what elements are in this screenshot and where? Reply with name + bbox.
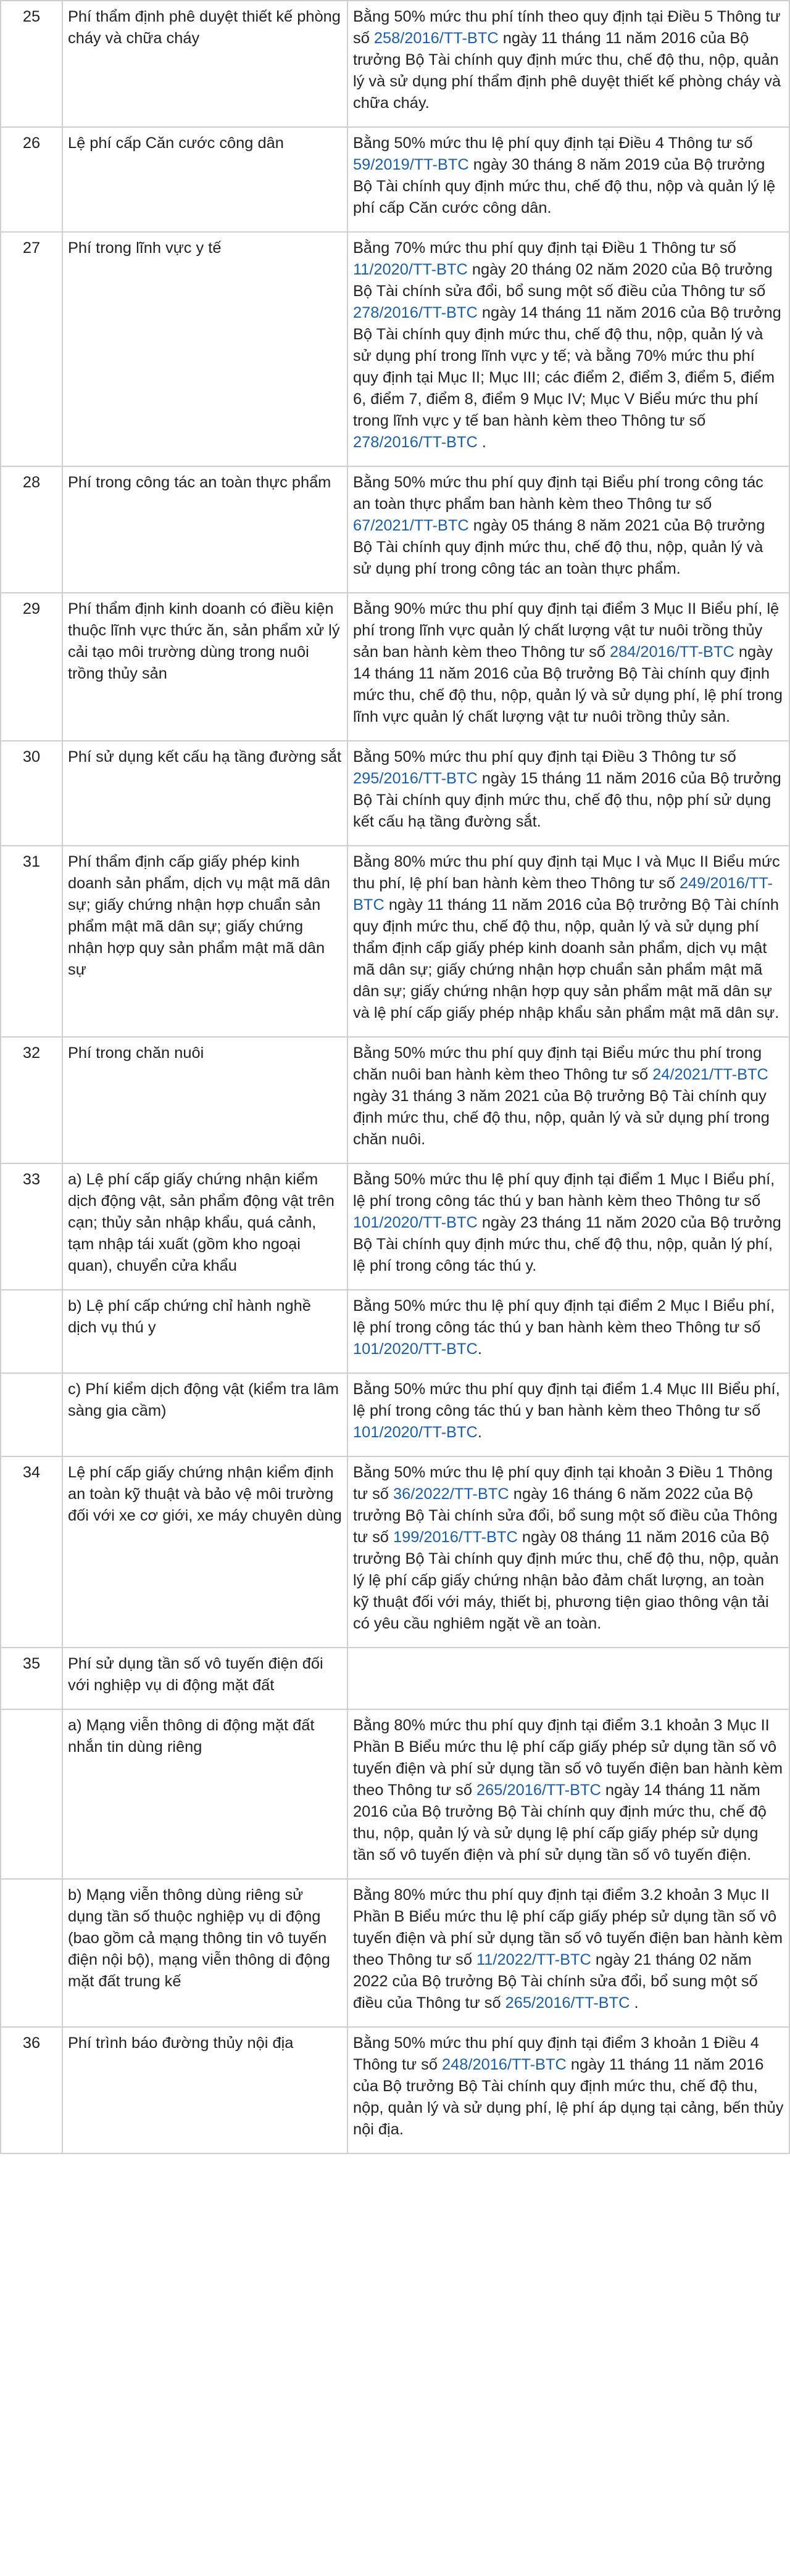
description-text: Bằng 80% mức thu phí quy định tại Mục I và Mục II Biểu mức thu phí, lệ phí ban hành kèm theo Thông tư số [353,853,780,892]
description-text: Bằng 50% mức thu phí quy định tại điểm 3 khoản 1 Điều 4 Thông tư số [353,2034,759,2073]
description-text: . [477,1424,482,1441]
description-text: ngày 14 tháng 11 năm 2016 của Bộ trưởng Bộ Tài chính quy định mức thu, chế độ thu, nộp, quản lý và sử dụng phí, lệ phí trong lĩnh vực quản lý chất lượng vật tư nuôi trồng thủy sản. [353,643,783,725]
fee-name: Lệ phí cấp Căn cước công dân [62,127,347,232]
circular-link[interactable]: 24/2021/TT-BTC [652,1066,768,1083]
circular-link[interactable]: 101/2020/TT-BTC [353,1424,478,1441]
circular-link[interactable]: 101/2020/TT-BTC [353,1214,478,1231]
table-row [1,846,789,1037]
circular-link[interactable]: 199/2016/TT-BTC [393,1529,518,1546]
table-row [1,1879,789,2027]
description-text: Bằng 50% mức thu phí tính theo quy định tại Điều 5 Thông tư số [353,8,781,47]
fee-name: Lệ phí cấp giấy chứng nhận kiểm định an toàn kỹ thuật và bảo vệ môi trường đối với xe cơ giới, xe máy chuyên dùng [62,1456,347,1648]
fee-name: b) Lệ phí cấp chứng chỉ hành nghề dịch vụ thú y [62,1290,347,1373]
row-number: 26 [1,127,62,232]
fee-name: Phí sử dụng kết cấu hạ tầng đường sắt [62,741,347,846]
description-text: ngày 15 tháng 11 năm 2016 của Bộ trưởng Bộ Tài chính quy định mức thu, chế độ thu, nộp phí sử dụng kết cấu hạ tầng đường sắt. [353,770,781,830]
table-row [1,1,789,127]
fee-name: a) Mạng viễn thông di động mặt đất nhắn tin dùng riêng [62,1709,347,1879]
fee-description [347,593,789,741]
description-text: . [630,1994,639,2012]
row-number: 29 [1,593,62,741]
table-row [1,127,789,232]
fee-name: Phí thẩm định kinh doanh có điều kiện thuộc lĩnh vực thức ăn, sản phẩm xử lý cải tạo môi trường dùng trong nuôi trồng thủy sản [62,593,347,741]
description-text: Bằng 50% mức thu phí quy định tại Biểu mức thu phí trong chăn nuôi ban hành kèm theo Thông tư số [353,1044,762,1083]
row-number: 27 [1,232,62,466]
description-text: . [477,1340,482,1358]
row-number: 32 [1,1037,62,1163]
table-row [1,1037,789,1163]
row-number: 28 [1,466,62,593]
fee-description [347,1456,789,1648]
fee-description [347,1037,789,1163]
description-text: Bằng 90% mức thu phí quy định tại điểm 3 Mục II Biểu phí, lệ phí trong lĩnh vực quản lý chất lượng vật tư nuôi trồng thủy sản ban hành kèm theo Thông tư số [353,600,780,661]
fee-description [347,1290,789,1373]
circular-link[interactable]: 59/2019/TT-BTC [353,156,469,173]
description-text: ngày 14 tháng 11 năm 2016 của Bộ trưởng Bộ Tài chính quy định mức thu, chế độ thu, nộp, quản lý và sử dụng phí trong lĩnh vực y tế; và bằng 70% mức thu phí quy định tại Mục II; Mục III; các điểm 2, điểm 3, điểm 5, điểm 6, điểm 7, điểm 8, điểm 9 Mục IV; Mục V Biểu mức thu phí trong lĩnh vực y tế ban hành kèm theo Thông tư số [353,304,781,429]
description-text: Bằng 50% mức thu phí quy định tại Điều 3 Thông tư số [353,748,736,766]
description-text: ngày 31 tháng 3 năm 2021 của Bộ trưởng Bộ Tài chính quy định mức thu, chế độ thu, nộp, quản lý và sử dụng phí trong chăn nuôi. [353,1088,770,1148]
row-number [1,1709,62,1879]
description-text: ngày 16 tháng 6 năm 2022 của Bộ trưởng Bộ Tài chính sửa đổi, bổ sung một số điều của Thông tư số [353,1485,778,1546]
row-number: 34 [1,1456,62,1648]
fee-name: Phí thẩm định phê duyệt thiết kế phòng cháy và chữa cháy [62,1,347,127]
circular-link[interactable]: 258/2016/TT-BTC [373,30,499,47]
fee-description [347,846,789,1037]
fee-name: Phí trong chăn nuôi [62,1037,347,1163]
table-row [1,2027,789,2153]
table-row [1,1373,789,1456]
circular-link[interactable]: 248/2016/TT-BTC [442,2056,567,2073]
fee-description [347,232,789,466]
row-number [1,1373,62,1456]
table-row [1,1290,789,1373]
fee-description [347,1,789,127]
fee-name: a) Lệ phí cấp giấy chứng nhận kiểm dịch động vật, sản phẩm động vật trên cạn; thủy sản nhập khẩu, quá cảnh, tạm nhập tái xuất (gồm kho ngoại quan), chuyển cửa khẩu [62,1163,347,1290]
fee-description [347,1879,789,2027]
fee-description [347,1163,789,1290]
description-text: ngày 05 tháng 8 năm 2021 của Bộ trưởng Bộ Tài chính quy định mức thu, chế độ thu, nộp, quản lý và sử dụng phí trong công tác an toàn thực phẩm. [353,517,765,577]
row-number: 30 [1,741,62,846]
circular-link[interactable]: 295/2016/TT-BTC [353,770,478,787]
circular-link[interactable]: 265/2016/TT-BTC [476,1781,601,1799]
fee-name: b) Mạng viễn thông dùng riêng sử dụng tần số thuộc nghiệp vụ di động (bao gồm cả mạng thông tin vô tuyến điện nội bộ), mạng viễn thông di động mặt đất trung kế [62,1879,347,2027]
table-row [1,466,789,593]
fee-description [347,1648,789,1709]
table-row [1,593,789,741]
fee-name: c) Phí kiểm dịch động vật (kiểm tra lâm sàng gia cầm) [62,1373,347,1456]
description-text: ngày 23 tháng 11 năm 2020 của Bộ trưởng Bộ Tài chính quy định mức thu, chế độ thu, nộp, quản lý phí, lệ phí trong công tác thú y. [353,1214,781,1274]
fee-description [347,1709,789,1879]
description-text: Bằng 80% mức thu phí quy định tại điểm 3.1 khoản 3 Mục II Phần B Biểu mức thu lệ phí cấp giấy phép sử dụng tần số vô tuyến điện và phí sử dụng tần số vô tuyến điện ban hành kèm theo Thông tư số [353,1717,783,1799]
description-text: Bằng 80% mức thu phí quy định tại điểm 3.2 khoản 3 Mục II Phần B Biểu mức thu lệ phí cấp giấy phép sử dụng tần số vô tuyến điện và phí sử dụng tần số vô tuyến điện ban hành kèm theo Thông tư số [353,1886,783,1968]
fee-name: Phí sử dụng tần số vô tuyến điện đối với nghiệp vụ di động mặt đất [62,1648,347,1709]
fee-name: Phí trong công tác an toàn thực phẩm [62,466,347,593]
fee-table-body [1,1,789,2153]
description-text: Bằng 50% mức thu lệ phí quy định tại điểm 1 Mục I Biểu phí, lệ phí trong công tác thú y ban hành kèm theo Thông tư số [353,1171,775,1210]
description-text: ngày 08 tháng 11 năm 2016 của Bộ trưởng Bộ Tài chính quy định mức thu, chế độ thu, nộp, quản lý lệ phí cấp giấy chứng nhận bảo đảm chất lượng, an toàn kỹ thuật đối với máy, thiết bị, phương tiện giao thông vận tải có yêu cầu nghiêm ngặt về an toàn. [353,1529,779,1632]
description-text: ngày 11 tháng 11 năm 2016 của Bộ trưởng Bộ Tài chính quy định mức thu, chế độ thu, nộp, quản lý và sử dụng phí thẩm định phê duyệt thiết kế phòng cháy và chữa cháy. [353,30,781,112]
fee-name: Phí trình báo đường thủy nội địa [62,2027,347,2153]
description-text: ngày 14 tháng 11 năm 2016 của Bộ trưởng Bộ Tài chính quy định mức thu, chế độ thu, nộp, quản lý và sử dụng lệ phí cấp giấy phép sử dụng tần số vô tuyến điện và phí sử dụng tần số vô tuyến điện. [353,1781,767,1864]
description-text: Bằng 50% mức thu lệ phí quy định tại khoản 3 Điều 1 Thông tư số [353,1464,773,1503]
circular-link[interactable]: 11/2020/TT-BTC [353,261,468,278]
description-text: . [477,434,486,451]
row-number: 33 [1,1163,62,1290]
table-row [1,232,789,466]
circular-link[interactable]: 284/2016/TT-BTC [610,643,734,661]
fee-description [347,1373,789,1456]
circular-link[interactable]: 11/2022/TT-BTC [476,1951,591,1968]
description-text: Bằng 70% mức thu phí quy định tại Điều 1 Thông tư số [353,239,736,257]
circular-link[interactable]: 249/2016/TT-BTC [353,875,773,914]
description-text: Bằng 50% mức thu lệ phí quy định tại Điều 4 Thông tư số [353,134,753,152]
table-row [1,1648,789,1709]
description-text: Bằng 50% mức thu phí quy định tại Biểu phí trong công tác an toàn thực phẩm ban hành kèm theo Thông tư số [353,474,763,513]
circular-link[interactable]: 278/2016/TT-BTC [353,434,478,451]
table-row [1,1709,789,1879]
description-text: ngày 11 tháng 11 năm 2016 của Bộ trưởng Bộ Tài chính quy định mức thu, chế độ thu, nộp, quản lý và sử dụng phí, lệ phí áp dụng tại cảng, bến thủy nội địa. [353,2056,784,2138]
circular-link[interactable]: 278/2016/TT-BTC [353,304,478,321]
table-row [1,741,789,846]
description-text: Bằng 50% mức thu phí quy định tại điểm 1.4 Mục III Biểu phí, lệ phí trong công tác thú y ban hành kèm theo Thông tư số [353,1381,780,1419]
row-number: 36 [1,2027,62,2153]
fee-name: Phí thẩm định cấp giấy phép kinh doanh sản phẩm, dịch vụ mật mã dân sự; giấy chứng nhận hợp chuẩn sản phẩm mật mã dân sự; giấy chứng nhận hợp quy sản phẩm mật mã dân sự [62,846,347,1037]
fee-description [347,2027,789,2153]
table-row [1,1163,789,1290]
description-text: ngày 21 tháng 02 năm 2022 của Bộ trưởng Bộ Tài chính sửa đổi, bổ sung một số điều của Thông tư số [353,1951,758,2012]
fee-description [347,741,789,846]
row-number: 35 [1,1648,62,1709]
fee-description [347,127,789,232]
circular-link[interactable]: 36/2022/TT-BTC [393,1485,509,1503]
circular-link[interactable]: 101/2020/TT-BTC [353,1340,478,1358]
description-text: Bằng 50% mức thu lệ phí quy định tại điểm 2 Mục I Biểu phí, lệ phí trong công tác thú y ban hành kèm theo Thông tư số [353,1297,775,1336]
description-text: ngày 20 tháng 02 năm 2020 của Bộ trưởng Bộ Tài chính sửa đổi, bổ sung một số điều của Thông tư số [353,261,773,300]
table-row [1,1456,789,1648]
description-text: ngày 11 tháng 11 năm 2016 của Bộ trưởng Bộ Tài chính quy định mức thu, chế độ thu, nộp, quản lý và sử dụng phí thẩm định cấp giấy phép kinh doanh sản phẩm, dịch vụ mật mã dân sự; giấy chứng nhận hợp chuẩn sản phẩm mật mã dân sự; giấy chứng nhận hợp quy sản phẩm mật mã dân sự và lệ phí cấp giấy phép nhập khẩu sản phẩm mật mã dân sự. [353,896,780,1022]
fee-name: Phí trong lĩnh vực y tế [62,232,347,466]
description-text: ngày 30 tháng 8 năm 2019 của Bộ trưởng Bộ Tài chính quy định mức thu, chế độ thu, nộp và quản lý lệ phí cấp Căn cước công dân. [353,156,776,217]
row-number: 31 [1,846,62,1037]
row-number [1,1879,62,2027]
circular-link[interactable]: 265/2016/TT-BTC [505,1994,630,2012]
row-number [1,1290,62,1373]
row-number: 25 [1,1,62,127]
circular-link[interactable]: 67/2021/TT-BTC [353,517,469,534]
fee-description [347,466,789,593]
